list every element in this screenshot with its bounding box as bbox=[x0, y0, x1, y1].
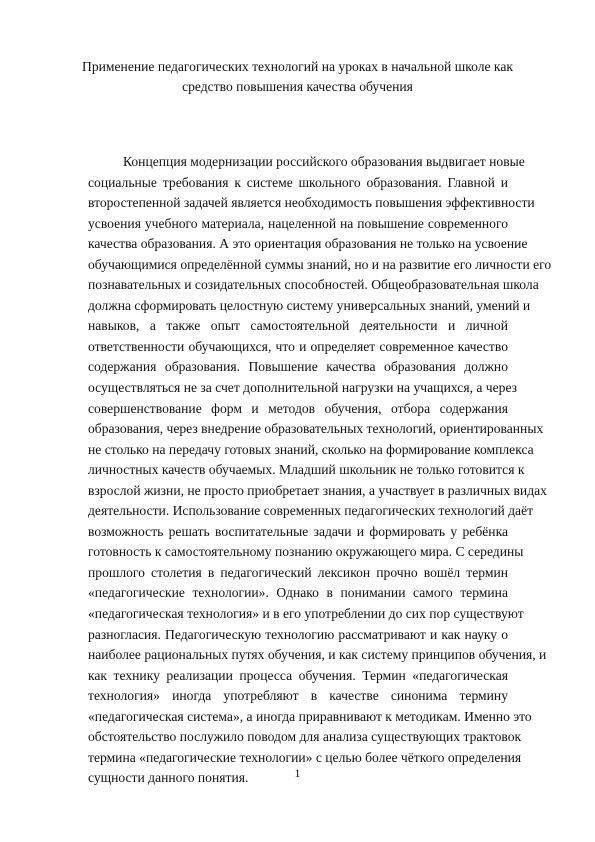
body-line: Концепция модернизации российского образования выдвигает новые bbox=[123, 154, 525, 169]
body-line: технология» иногда употребляют в качестве синонима термину bbox=[88, 688, 508, 704]
body-line: обстоятельство послужило поводом для анализа существующих трактовок bbox=[88, 729, 522, 745]
body-line: взрослой жизни, не просто приобретает знания, а участвует в различных видах bbox=[88, 482, 547, 498]
body-line: возможность решать воспитательные задачи и формировать у ребёнка bbox=[88, 523, 508, 539]
body-line: качества образования. А это ориентация образования не только на усвоение bbox=[88, 236, 528, 252]
body-line: «педагогические технологии». Однако в понимании самого термина bbox=[88, 585, 508, 601]
body-line: должна сформировать целостную систему универсальных знаний, умений и bbox=[88, 297, 531, 313]
body-line: прошлого столетия в педагогический лексикон прочно вошёл термин bbox=[88, 564, 508, 580]
body-line: социальные требования к системе школьного образования. Главной и bbox=[88, 174, 508, 190]
body-line: образования, через внедрение образовательных технологий, ориентированных bbox=[88, 421, 544, 437]
body-line: готовность к самостоятельному познанию окружающего мира. С середины bbox=[88, 544, 524, 560]
title-line-1: Применение педагогических технологий на уроках в начальной школе как bbox=[82, 59, 513, 74]
body-line: как технику реализации процесса обучения. Термин «педагогическая bbox=[88, 667, 508, 683]
title-line-2: средство повышения качества обучения bbox=[182, 79, 413, 94]
document-title bbox=[60, 57, 535, 97]
body-paragraph bbox=[88, 152, 552, 789]
body-line: осуществляться не за счет дополнительной нагрузки на учащихся, а через bbox=[88, 380, 518, 396]
body-line: совершенствование форм и методов обучения, отбора содержания bbox=[88, 400, 508, 416]
body-line: наиболее рациональных путях обучения, и как систему принципов обучения, и bbox=[88, 647, 547, 663]
body-line: не столько на передачу готовых знаний, сколько на формирование комплекса bbox=[88, 441, 534, 457]
body-line: ответственности обучающихся, что и определяет современное качество bbox=[88, 338, 508, 354]
body-line: усвоения учебного материала, нацеленной на повышение современного bbox=[88, 215, 508, 231]
body-line: второстепенной задачей является необходимость повышения эффективности bbox=[88, 195, 535, 211]
body-line: содержания образования. Повышение качества образования должно bbox=[88, 359, 508, 375]
body-line: сущности данного понятия. bbox=[88, 770, 249, 786]
body-line: навыков, а также опыт самостоятельной деятельности и личной bbox=[88, 318, 508, 334]
page-number: 1 bbox=[294, 766, 301, 780]
body-line: познавательных и созидательных способностей. Общеобразовательная школа bbox=[88, 277, 539, 293]
body-line: термина «педагогические технологии» с целью более чёткого определения bbox=[88, 749, 522, 765]
body-line: личностных качеств обучаемых. Младший школьник не только готовится к bbox=[88, 462, 525, 478]
body-line: «педагогическая система», а иногда приравнивают к методикам. Именно это bbox=[88, 708, 532, 724]
body-line: обучающимися определённой суммы знаний, но и на развитие его личности его bbox=[88, 256, 552, 272]
body-line: разногласия. Педагогическую технологию рассматривают и как науку о bbox=[88, 626, 508, 642]
body-line: «педагогическая технология» и в его употреблении до сих пор существуют bbox=[88, 606, 524, 622]
body-line: деятельности. Использование современных педагогических технологий даёт bbox=[88, 503, 534, 519]
